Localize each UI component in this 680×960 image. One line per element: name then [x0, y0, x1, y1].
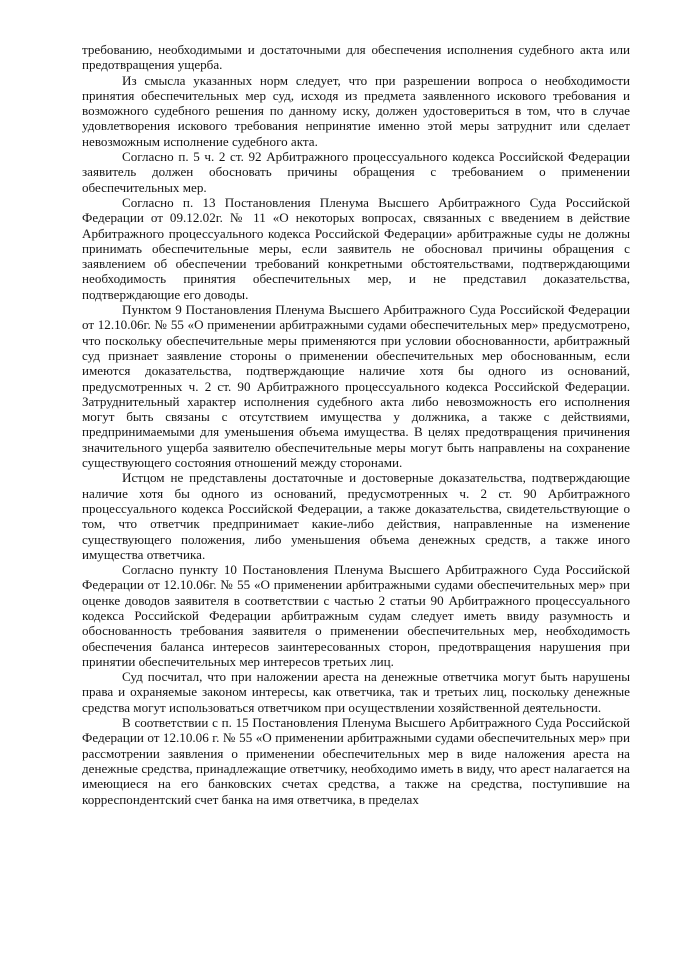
paragraph-court-conclusion: Суд посчитал, что при наложении ареста на денежные ответчика могут быть нарушены права и охраняемые законом интересы, как ответчика, так и третьих лиц, поскольку денежные средства могут использоваться ответчиком при осуществлении хозяйственной деятельности. [82, 669, 630, 715]
paragraph-continuation: требованию, необходимыми и достаточными для обеспечения исполнения судебного акта или предотвращения ущерба. [82, 42, 630, 73]
paragraph-article-92: Согласно п. 5 ч. 2 ст. 92 Арбитражного процессуального кодекса Российской Федерации заявитель должен обосновать причины обращения с требованием о применении обеспечительных мер. [82, 149, 630, 195]
paragraph-resolution-11: Согласно п. 13 Постановления Пленума Высшего Арбитражного Суда Российской Федерации от 09.12.02г. № 11 «О некоторых вопросах, связанных с введением в действие Арбитражного процессуального кодекса Российской Федерации» арбитражные суды не должны принимать обеспечительные меры, если заявитель не обосновал причины обращения с заявлением об обеспечении требований конкретными обстоятельствами, подтверждающими необходимость принятия обеспечительных мер, и не представил доказательства, подтверждающие его доводы. [82, 194, 630, 302]
paragraph-resolution-55-item-9: Пунктом 9 Постановления Пленума Высшего Арбитражного Суда Российской Федерации от 12.10.06г. № 55 «О применении арбитражными судами обеспечительных мер» предусмотрено, что поскольку обеспечительные меры применяются при условии обоснованности, арбитражный суд признает заявление стороны о применении обеспечительных мер обоснованным, если имеются доказательства, подтверждающие наличие хотя бы одного из оснований, предусмотренных ч. 2 ст. 90 Арбитражного процессуального кодекса Российской Федерации. Затруднительный характер исполнения судебного акта либо невозможность его исполнения могут быть связаны с отсутствием имущества у должника, а также с действиями, предпринимаемыми для уменьшения объема имущества. В целях предотвращения причинения значительного ущерба заявителю обеспечительные меры могут быть направлены на сохранение существующего состояния отношений между сторонами. [82, 302, 630, 471]
paragraph-resolution-55-item-15: В соответствии с п. 15 Постановления Пленума Высшего Арбитражного Суда Российской Федерации от 12.10.06 г. № 55 «О применении арбитражными судами обеспечительных мер» при рассмотрении заявления о применении обеспечительных мер в виде наложения ареста на денежные средства, принадлежащие ответчику, необходимо иметь в виду, что арест налагается на имеющиеся на его банковских счетах средства, а также на средства, поступившие на корреспондентский счет банка на имя ответчика, в пределах [82, 715, 630, 807]
paragraph-resolution-55-item-10: Согласно пункту 10 Постановления Пленума Высшего Арбитражного Суда Российской Федерации от 12.10.06г. № 55 «О применении арбитражными судами обеспечительных мер» при оценке доводов заявителя в соответствии с частью 2 статьи 90 Арбитражного процессуального кодекса Российской Федерации арбитражным судам следует иметь ввиду разумность и обоснованность требования заявителя о применении обеспечительных мер, необходимость обеспечения баланса интересов заинтересованных сторон, предотвращения нарушения при принятии обеспечительных мер интересов третьих лиц. [82, 562, 630, 669]
paragraph-plaintiff-evidence: Истцом не представлены достаточные и достоверные доказательства, подтверждающие наличие хотя бы одного из оснований, предусмотренных ч. 2 ст. 90 Арбитражного процессуального кодекса Российской Федерации, а также доказательства, свидетельствующие о том, что ответчик предпринимает какие-либо действия, направленные на изменение существующего положения, либо уменьшения объема денежных средств, а также иного имущества ответчика. [82, 470, 630, 562]
document-body [82, 42, 630, 807]
paragraph-norms-meaning: Из смысла указанных норм следует, что при разрешении вопроса о необходимости принятия обеспечительных мер суд, исходя из предмета заявленного искового требования и возможного судебного решения по данному иску, должен удостовериться в том, что в случае удовлетворения искового требования непринятие именно этой меры затруднит или сделает невозможным исполнение судебного акта. [82, 72, 630, 149]
